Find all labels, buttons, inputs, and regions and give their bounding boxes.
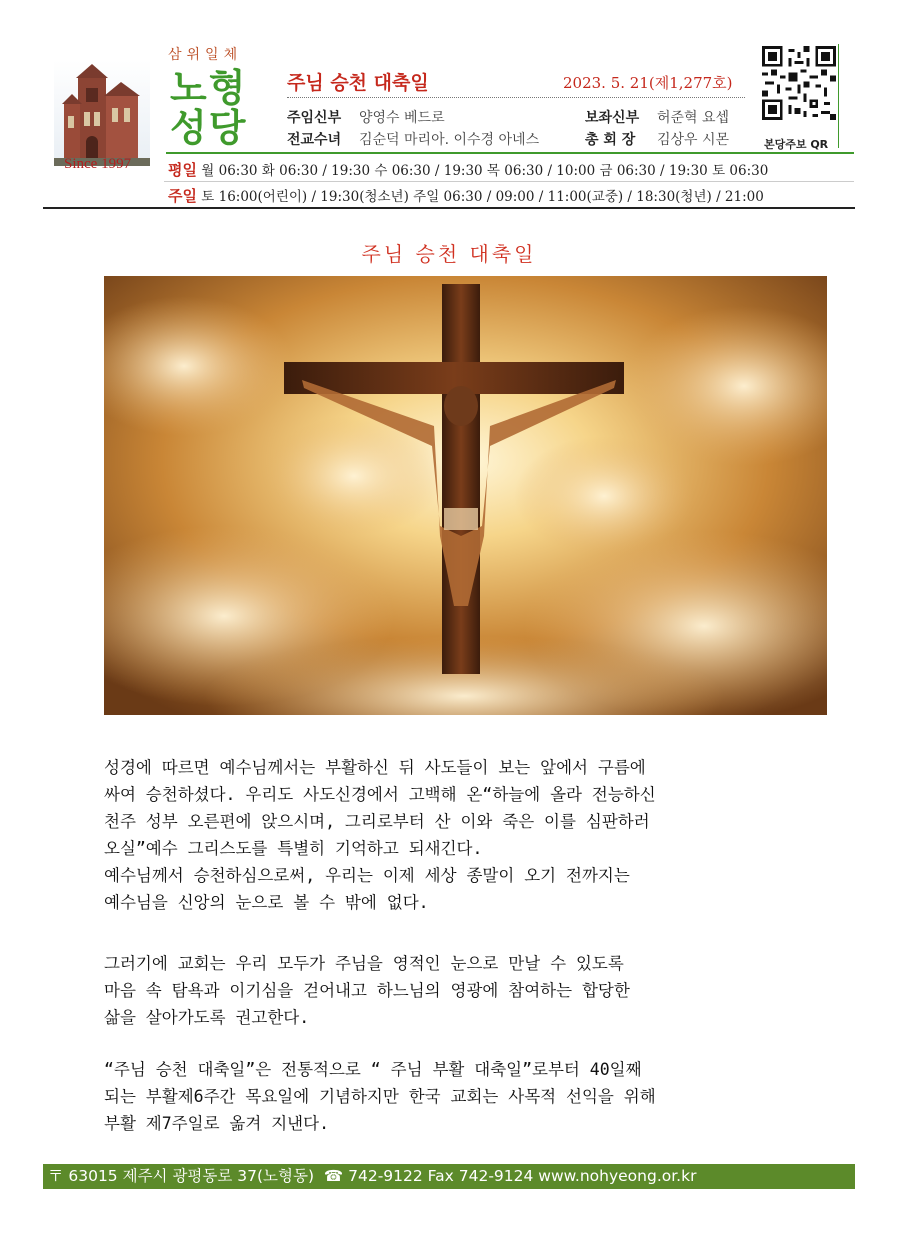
article-paragraph-2: [104, 950, 824, 1031]
parish-logo-line1: 노형: [170, 66, 248, 110]
assistant-priest-label: 보좌신부: [585, 110, 640, 126]
article-paragraph-3: [104, 1056, 824, 1137]
sunday-schedule: 토 16:00(어린이) / 19:30(청소년) 주일 06:30 / 09:00 / 11:00(교중) / 18:30(청년) / 21:00: [201, 189, 764, 205]
paragraph-line: 삶을 살아가도록 권고한다.: [104, 1008, 310, 1027]
qr-code-icon[interactable]: [762, 46, 836, 120]
nun-names: 김순덕 마리아. 이수경 아네스: [359, 132, 540, 148]
pastor-label: 주임신부: [287, 110, 342, 126]
nun-label: 전교수녀: [287, 132, 342, 148]
paragraph-line: 그러기에 교회는 우리 모두가 주님을 영적인 눈으로 만날 수 있도록: [104, 954, 624, 973]
weekday-mass-times: [168, 159, 768, 180]
weekday-label: 평일: [168, 161, 197, 179]
paragraph-line: 부활 제7주일로 옮겨 지낸다.: [104, 1114, 329, 1133]
weekday-schedule: 월 06:30 화 06:30 / 19:30 수 06:30 / 19:30 목 06:30 / 10:00 금 06:30 / 19:30 토 06:30: [201, 163, 769, 179]
paragraph-line: “주님 승천 대축일”은 전통적으로 “ 주님 부활 대축일”로부터 40일째: [104, 1060, 642, 1079]
qr-caption: 본당주보 QR: [764, 138, 829, 151]
paragraph-line: 되는 부활제6주간 목요일에 기념하지만 한국 교회는 사목적 선익을 위해: [104, 1087, 656, 1106]
issue-date: 2023. 5. 21(제1,277호): [563, 74, 733, 92]
footer-contact-bar: [43, 1164, 855, 1189]
paragraph-line: 마음 속 탐욕과 이기심을 걷어내고 하느님의 영광에 참여하는 합당한: [104, 981, 630, 1000]
trinity-label: 삼위일체: [168, 47, 243, 63]
paragraph-line: 예수님께서 승천하심으로써, 우리는 이제 세상 종말이 오기 전까지는: [104, 866, 630, 885]
dotted-divider: [287, 97, 745, 98]
article-title: 주님 승천 대축일: [361, 242, 537, 266]
phone-icon: ☎: [318, 1167, 349, 1185]
header-bottom-rule: [43, 207, 855, 209]
parish-logo-line2: 성당: [170, 106, 248, 150]
crucifix-clouds-image: [104, 276, 827, 715]
assistant-priest-name: 허준혁 요셉: [657, 110, 730, 126]
paragraph-line: 오실”예수 그리스도를 특별히 기억하고 되새긴다.: [104, 839, 483, 858]
council-president-label: 총 회 장: [585, 132, 636, 148]
paragraph-line: 싸여 승천하셨다. 우리도 사도신경에서 고백해 온“하늘에 올라 전능하신: [104, 785, 656, 804]
council-president-name: 김상우 시몬: [657, 132, 730, 148]
paragraph-line: 예수님을 신앙의 눈으로 볼 수 밖에 없다.: [104, 893, 429, 912]
pastor-name: 양영수 베드로: [359, 110, 445, 126]
sunday-label: 주일: [168, 187, 197, 205]
issue-title: 주님 승천 대축일: [287, 72, 429, 94]
sunday-mass-times: [168, 185, 764, 206]
article-paragraph-1: [104, 754, 824, 916]
footer-phone-web: 742-9122 Fax 742-9124 www.nohyeong.or.kr: [348, 1167, 697, 1185]
mass-row-divider: [164, 181, 854, 182]
postal-mark-icon: 〒: [43, 1167, 69, 1185]
footer-address: 63015 제주시 광평동로 37(노형동): [68, 1167, 314, 1185]
church-building-image: [54, 60, 150, 166]
paragraph-line: 천주 성부 오른편에 앉으시며, 그리로부터 산 이와 죽은 이를 심판하러: [104, 812, 650, 831]
header-green-rule: [166, 152, 854, 154]
since-year: Since 1997: [64, 156, 132, 172]
paragraph-line: 성경에 따르면 예수님께서는 부활하신 뒤 사도들이 보는 앞에서 구름에: [104, 758, 646, 777]
